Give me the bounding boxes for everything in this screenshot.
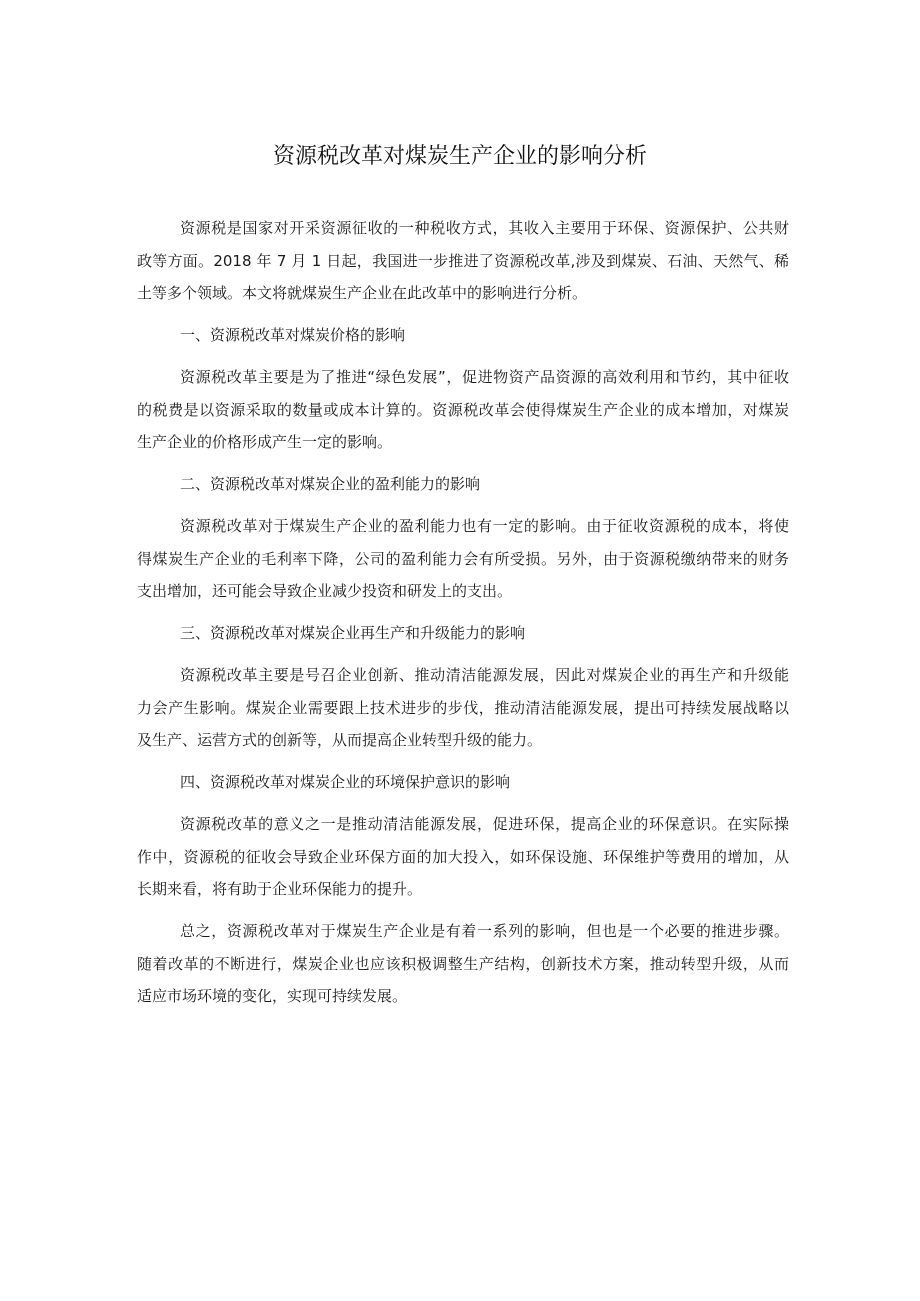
paragraph-line: 的税费是以资源采取的数量或成本计算的。资源税改革会使得煤炭生产企业的成本增加，对煤炭 — [137, 400, 789, 419]
paragraph-line: 政等方面。2018 年 7 月 1 日起，我国进一步推进了资源税改革,涉及到煤炭、石油、天然气、稀 — [137, 251, 789, 270]
paragraph-line: 适应市场环境的变化，实现可持续发展。 — [137, 987, 408, 1005]
section-paragraph-2 — [137, 510, 789, 608]
section-heading-2: 二、资源税改革对煤炭企业的盈利能力的影响 — [180, 475, 481, 493]
paragraph-line: 资源税改革主要是号召企业创新、推动清洁能源发展，因此对煤炭企业的再生产和升级能 — [180, 666, 789, 684]
section-heading-1: 一、资源税改革对煤炭价格的影响 — [180, 326, 406, 344]
paragraph-line: 随着改革的不断进行，煤炭企业也应该积极调整生产结构，创新技术方案，推动转型升级，从而 — [137, 954, 789, 973]
paragraph-line: 总之，资源税改革对于煤炭生产企业是有着一系列的影响，但也是一个必要的推进步骤。 — [180, 922, 789, 940]
section-heading-4: 四、资源税改革对煤炭企业的环境保护意识的影响 — [180, 773, 511, 791]
document-title: 资源税改革对煤炭生产企业的影响分析 — [272, 144, 647, 169]
paragraph-line: 资源税改革主要是为了推进“绿色发展”，促进物资产品资源的高效利用和节约，其中征收 — [180, 368, 789, 386]
section-paragraph-1 — [137, 361, 789, 459]
paragraph-line: 作中，资源税的征收会导致企业环保方面的加大投入，如环保设施、环保维护等费用的增加，从 — [137, 847, 789, 866]
paragraph-line: 长期来看，将有助于企业环保能力的提升。 — [137, 880, 423, 898]
paragraph-line: 支出增加，还可能会导致企业减少投资和研发上的支出。 — [137, 582, 513, 600]
paragraph-line: 资源税改革对于煤炭生产企业的盈利能力也有一定的影响。由于征收资源税的成本，将使 — [180, 517, 789, 535]
conclusion-paragraph — [137, 915, 789, 1013]
intro-paragraph — [137, 212, 789, 310]
paragraph-line: 资源税是国家对开采资源征收的一种税收方式，其收入主要用于环保、资源保护、公共财 — [180, 219, 789, 237]
paragraph-line: 土等多个领域。本文将就煤炭生产企业在此改革中的影响进行分析。 — [137, 284, 588, 302]
section-paragraph-3 — [137, 659, 789, 757]
paragraph-line: 力会产生影响。煤炭企业需要跟上技术进步的步伐，推动清洁能源发展，提出可持续发展战略以 — [137, 698, 789, 717]
paragraph-line: 资源税改革的意义之一是推动清洁能源发展，促进环保，提高企业的环保意识。在实际操 — [180, 815, 789, 833]
document-body — [137, 212, 789, 1022]
paragraph-line: 及生产、运营方式的创新等，从而提高企业转型升级的能力。 — [137, 731, 543, 749]
section-paragraph-4 — [137, 808, 789, 906]
section-heading-3: 三、资源税改革对煤炭企业再生产和升级能力的影响 — [180, 624, 526, 642]
paragraph-line: 生产企业的价格形成产生一定的影响。 — [137, 433, 393, 451]
paragraph-line: 得煤炭生产企业的毛利率下降，公司的盈利能力会有所受损。另外，由于资源税缴纳带来的财务 — [137, 549, 789, 568]
